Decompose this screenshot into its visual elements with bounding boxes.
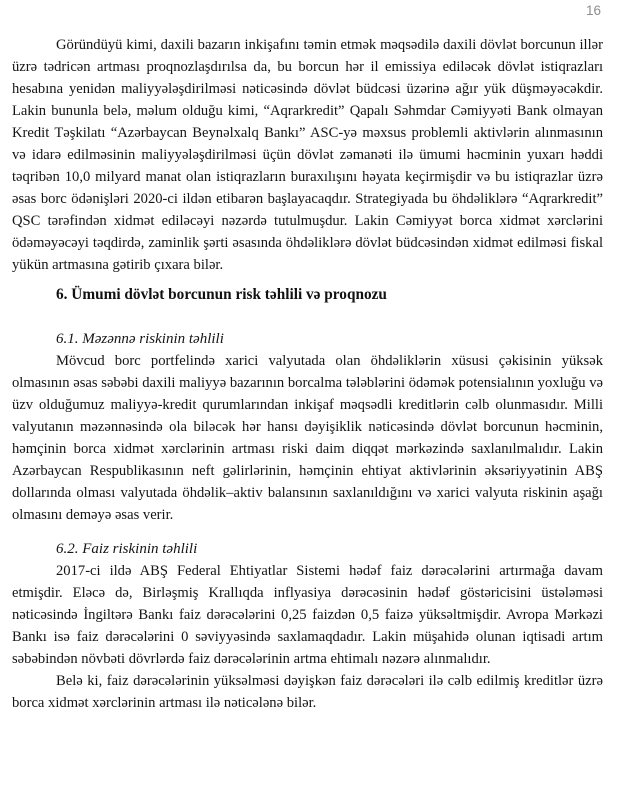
page-number: 16 — [585, 3, 601, 18]
subsection-heading-interest-rate-risk: 6.2. Faiz riskinin təhlili — [56, 541, 198, 557]
paragraph-domestic-debt: Göründüyü kimi, daxili bazarın inkişafını təmin etmək məqsədilə daxili dövlət borcunun illər üzrə tədricən artması proqnozlaşdırılsa da, bu borcun hər il emissiya ediləcək dövlət istiqrazları hesabına yenidən maliyyələşdirilməsi nəticəsində dövlət büdcəsi üzərinə ağır yük düşməyəcəkdir. Lakin bununla belə, məlum olduğu kimi, “Aqrarkredit” Qapalı Səhmdar Cəmiyyəti Bank olmayan Kredit Təşkilatı “Azərbaycan Beynəlxalq Bankı” ASC-yə məxsus problemli aktivlərin alınmasının və idarə edilməsinin maliyyələşdirilməsi üçün dövlət zəmanəti ilə ümumi həcminin yuxarı həddi təqribən 10,0 milyard manat olan istiqrazların buraxılışını həyata keçirmişdir və bu istiqrazlar üzrə əsas borc ödənişləri 2020-ci ildən etibarən başlayacaqdır. Strategiyada bu öhdəliklərə “Aqrarkredit” QSC tərəfindən xidmət ediləcəyi nəzərdə tutulmuşdur. Lakin Cəmiyyət borca xidmət xərclərini ödəməyəcəyi təqdirdə, zaminlik şərti əsasında öhdəliklərə dövlət büdcəsindən xidmət edilməsi fiskal yükün artmasına gətirib çıxara bilər. — [12, 37, 603, 273]
paragraph-exchange-rate-risk: Mövcud borc portfelində xarici valyutada olan öhdəliklərin xüsusi çəkisinin yüksək olmasının əsas səbəbi daxili maliyyə bazarının borcalma tələblərini ödəmək potensialının yoxluğu və üzv olduğumuz maliyyə-kredit qurumlarından inkişaf məqsədli kreditlərin cəlb olunmasıdır. Milli valyutanın məzənnəsində ola biləcək hər hansı dəyişiklik nəticəsində dövlət borcunun həcminin, həmçinin borca xidmət xərclərinin artması riski daim diqqət mərkəzində saxlanılmalıdır. Lakin Azərbaycan Respublikasının neft gəlirlərinin, həmçinin ehtiyat aktivlərinin əksəriyyətinin ABŞ dollarında olması valyutada öhdəlik–aktiv balansının saxlanıldığını və xarici valyuta riskinin aşağı olmasını deməyə əsas verir. — [12, 353, 603, 523]
paragraph-interest-rate-conclusion: Belə ki, faiz dərəcələrinin yüksəlməsi dəyişkən faiz dərəcələri ilə cəlb edilmiş kreditlər üzrə borca xidmət xərclərinin artması ilə nəticələnə bilər. — [12, 673, 603, 711]
paragraph-interest-rate-risk: 2017-ci ildə ABŞ Federal Ehtiyatlar Sistemi hədəf faiz dərəcələrini artırmağa davam etmişdir. Eləcə də, Birləşmiş Krallıqda inflyasiya dərəcəsinin hədəf göstəricisini üstələməsi nəticəsində İngiltərə Bankı faiz dərəcələrini 0,25 faizdən 0,5 faizə yüksəltmişdir. Avropa Mərkəzi Bankı isə faiz dərəcələrini 0 səviyyəsində saxlamaqdadır. Lakin müşahidə olunan iqtisadi artım səbəbindən növbəti dövrlərdə faiz dərəcələrinin artma ehtimalı nəzərə alınmalıdır. — [12, 563, 603, 667]
section-heading-risk-analysis: 6. Ümumi dövlət borcunun risk təhlili və proqnozu — [56, 286, 387, 303]
subsection-heading-exchange-rate-risk: 6.1. Məzənnə riskinin təhlili — [56, 331, 224, 347]
